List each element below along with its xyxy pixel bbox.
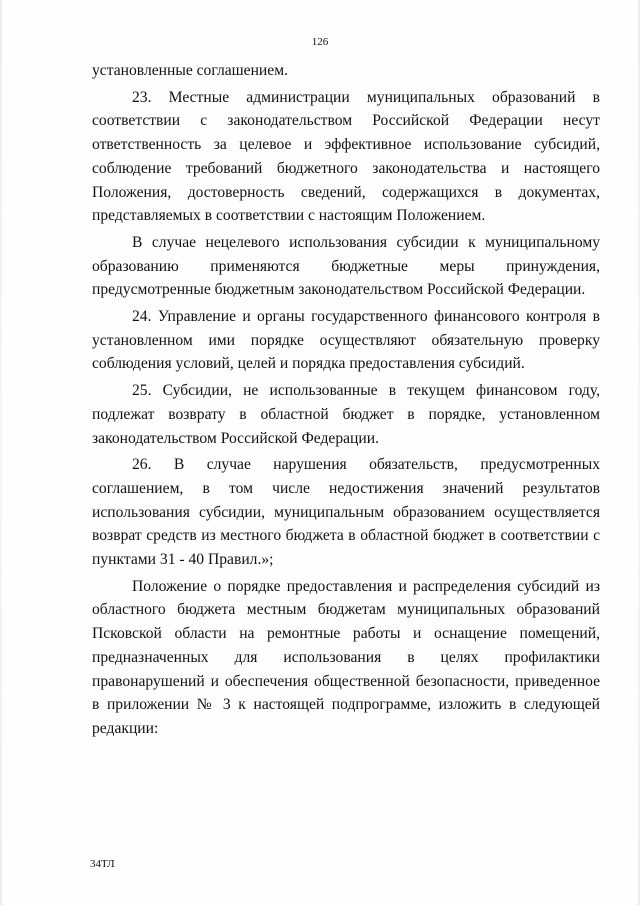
footer-document-code: 34ТЛ: [90, 858, 115, 870]
document-body: [92, 59, 600, 741]
paragraph: 23. Местные администрации муниципальных образований в соответствии с законодательством Российской Федерации несут ответственность за целевое и эффективное использование субсидий, соблюдение требований бюджетного законодательства и настоящего Положения, достоверность сведений, содержащихся в документах, представляемых в соответствии с настоящим Положением.: [92, 88, 600, 225]
paragraph: установленные соглашением.: [92, 62, 288, 79]
scan-edge-left: [0, 0, 2, 905]
paragraph: В случае нецелевого использования субсидии к муниципальному образованию применяются бюджетные меры принуждения, предусмотренные бюджетным законодательством Российской Федерации.: [92, 233, 600, 299]
page-number: 126: [311, 36, 329, 48]
paragraph: 24. Управление и органы государственного финансового контроля в установленном ими порядке осуществляют обязательную проверку соблюдения условий, целей и порядка предоставления субсидий.: [92, 308, 600, 373]
paragraph: 25. Субсидии, не использованные в текущем финансовом году, подлежат возврату в областной бюджет в порядке, установленном законодательством Российской Федерации.: [92, 382, 600, 447]
paragraph: Положение о порядке предоставления и распределения субсидий из областного бюджета местным бюджетам муниципальных образований Псковской области на ремонтные работы и оснащение помещений, предназначенных для использования в целях профилактики правонарушений и обеспечения общественной безопасности, приведенное в приложении № 3 к настоящей подпрограмме, изложить в следующей редакции:: [92, 577, 600, 737]
paragraph: 26. В случае нарушения обязательств, предусмотренных соглашением, в том числе недостижения значений результатов использования субсидии, муниципальным образованием осуществляется возврат средств из местного бюджета в областной бюджет в соответствии с пунктами 31 - 40 Правил.»;: [92, 456, 600, 569]
